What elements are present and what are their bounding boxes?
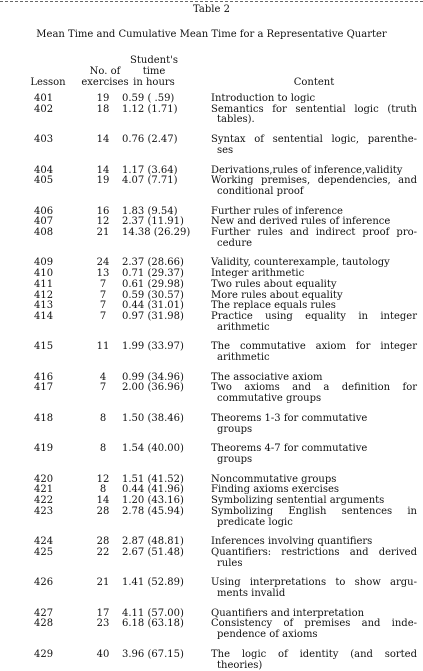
content-line: Two rules about equality <box>211 278 337 290</box>
exercises-cell: 17 <box>96 607 110 619</box>
content-line: groups <box>217 453 253 465</box>
lesson-cell: 403 <box>34 134 54 146</box>
exercises-cell: 14 <box>96 495 110 507</box>
exercises-cell: 21 <box>96 577 110 589</box>
exercises-cell: 13 <box>96 268 110 280</box>
table-row <box>0 342 423 363</box>
content-line: Practice using equality in integer <box>211 310 417 322</box>
content-line: groups <box>217 423 253 435</box>
content-line: Symbolizing English sentences in <box>211 505 417 517</box>
header-lesson-label: Lesson <box>30 77 66 88</box>
lesson-cell: 420 <box>34 473 54 485</box>
table-row <box>0 135 423 156</box>
content-line: Consistency of premises and inde- <box>211 618 417 630</box>
content-cell <box>211 609 417 620</box>
time-cell: 2.37 (11.91) <box>122 216 184 228</box>
exercises-cell: 7 <box>99 300 107 312</box>
exercises-cell: 40 <box>96 648 110 660</box>
time-cell: 1.12 (1.71) <box>122 103 178 115</box>
lesson-cell: 410 <box>34 268 54 280</box>
lesson-cell: 406 <box>34 205 54 217</box>
table-caption: Mean Time and Cumulative Mean Time for a Representative Quarter <box>36 29 387 40</box>
content-line: tables). <box>217 114 255 126</box>
content-cell <box>211 444 417 465</box>
content-cell <box>211 312 417 333</box>
content-line: Further rules of inference <box>211 205 343 217</box>
exercises-cell: 12 <box>96 216 110 228</box>
lesson-cell: 402 <box>34 103 54 115</box>
time-cell: 4.11 (57.00) <box>122 607 184 619</box>
table-row <box>0 548 423 569</box>
content-line: rules <box>217 557 243 569</box>
table-row <box>0 383 423 404</box>
table-row <box>0 609 423 620</box>
exercises-cell: 8 <box>99 443 107 455</box>
table-row <box>0 312 423 333</box>
content-line: Using interpretations to show argu- <box>211 577 417 589</box>
lesson-cell: 414 <box>34 310 54 322</box>
table-row <box>0 619 423 640</box>
content-cell <box>211 280 417 291</box>
content-line: The associative axiom <box>211 371 323 383</box>
content-cell <box>211 548 417 569</box>
content-line: predicate logic <box>217 516 293 528</box>
header-lesson <box>28 77 68 88</box>
content-line: Inferences involving quantifiers <box>211 536 373 548</box>
exercises-cell: 7 <box>99 310 107 322</box>
table-row <box>0 176 423 197</box>
content-cell <box>211 619 417 640</box>
table-row <box>0 444 423 465</box>
lesson-cell: 423 <box>34 505 54 517</box>
lesson-cell: 415 <box>34 341 54 353</box>
top-rule <box>0 1 423 2</box>
lesson-cell: 424 <box>34 536 54 548</box>
content-cell <box>211 650 417 671</box>
content-line: Validity, counterexample, tautology <box>211 257 390 269</box>
table-body <box>0 94 423 671</box>
content-line: Noncommutative groups <box>211 473 337 485</box>
time-cell: 0.99 (34.96) <box>122 371 184 383</box>
time-cell: 1.51 (41.52) <box>122 473 184 485</box>
exercises-cell: 7 <box>99 289 107 301</box>
header-exercises <box>80 66 130 88</box>
content-cell <box>211 507 417 528</box>
lesson-cell: 421 <box>34 484 54 496</box>
time-cell: 4.07 (7.71) <box>122 175 178 187</box>
content-line: The logic of identity (and sorted <box>211 648 417 660</box>
time-cell: 3.96 (67.15) <box>122 648 184 660</box>
time-cell: 14.38 (26.29) <box>122 227 191 239</box>
time-cell: 1.83 (9.54) <box>122 205 178 217</box>
lesson-cell: 408 <box>34 227 54 239</box>
content-line: Theorems 1-3 for commutative <box>211 412 368 424</box>
lesson-cell: 407 <box>34 216 54 228</box>
content-line: ments invalid <box>217 588 286 600</box>
time-cell: 0.59 (30.57) <box>122 289 184 301</box>
exercises-cell: 4 <box>99 371 107 383</box>
time-cell: 6.18 (63.18) <box>122 618 184 630</box>
content-cell <box>211 342 417 363</box>
lesson-cell: 428 <box>34 618 54 630</box>
exercises-cell: 7 <box>99 278 107 290</box>
content-line: conditional proof <box>217 185 304 197</box>
time-cell: 0.97 (31.98) <box>122 310 184 322</box>
time-cell: 1.50 (38.46) <box>122 412 184 424</box>
exercises-cell: 21 <box>96 227 110 239</box>
header-content-label: Content <box>293 77 335 88</box>
header-content <box>211 77 417 88</box>
header-exercises-line-2: exercises <box>81 77 129 88</box>
exercises-cell: 16 <box>96 205 110 217</box>
content-line: Semantics for sentential logic (truth <box>211 103 417 115</box>
time-cell: 2.87 (48.81) <box>122 536 184 548</box>
exercises-cell: 28 <box>96 505 110 517</box>
lesson-cell: 426 <box>34 577 54 589</box>
time-cell: 2.78 (45.94) <box>122 505 184 517</box>
time-cell: 1.99 (33.97) <box>122 341 184 353</box>
time-cell: 1.54 (40.00) <box>122 443 184 455</box>
content-line: More rules about equality <box>211 289 343 301</box>
content-line: arithmetic <box>217 321 270 333</box>
table-label: Table 2 <box>193 4 230 15</box>
table-row <box>0 105 423 126</box>
header-exercises-line-1: No. of <box>89 66 121 77</box>
lesson-cell: 419 <box>34 443 54 455</box>
content-line: Finding axioms exercises <box>211 484 340 496</box>
time-cell: 2.67 (51.48) <box>122 546 184 558</box>
exercises-cell: 8 <box>99 484 107 496</box>
time-cell: 0.59 ( .59) <box>122 93 175 104</box>
lesson-cell: 404 <box>34 164 54 176</box>
content-line: Syntax of sentential logic, parenthe- <box>211 134 417 146</box>
content-cell <box>211 228 417 249</box>
content-cell <box>211 383 417 404</box>
lesson-cell: 405 <box>34 175 54 187</box>
header-time-line-1: Student's <box>130 55 178 66</box>
exercises-cell: 14 <box>96 164 110 176</box>
lesson-cell: 429 <box>34 648 54 660</box>
lesson-cell: 413 <box>34 300 54 312</box>
content-cell <box>211 105 417 126</box>
exercises-cell: 19 <box>96 93 110 104</box>
content-line: Derivations,rules of inference,validity <box>211 164 403 176</box>
content-line: The replace equals rules <box>211 300 336 312</box>
content-line: New and derived rules of inference <box>211 216 391 228</box>
content-cell <box>211 135 417 156</box>
content-line: Theorems 4-7 for commutative <box>211 443 368 455</box>
exercises-cell: 8 <box>99 412 107 424</box>
content-line: ses <box>217 144 234 156</box>
time-cell: 1.41 (52.89) <box>122 577 184 589</box>
exercises-cell: 7 <box>99 382 107 394</box>
time-cell: 1.17 (3.64) <box>122 164 178 176</box>
content-line: Two axioms and a definition for <box>211 382 417 394</box>
content-line: Quantifiers and interpretation <box>211 607 365 619</box>
content-line: Further rules and indirect proof pro- <box>211 227 417 239</box>
lesson-cell: 409 <box>34 257 54 269</box>
time-cell: 0.61 (29.98) <box>122 278 184 290</box>
time-cell: 0.76 (2.47) <box>122 134 178 146</box>
time-cell: 0.71 (29.37) <box>122 268 184 280</box>
time-cell: 2.00 (36.96) <box>122 382 184 394</box>
exercises-cell: 18 <box>96 103 110 115</box>
content-line: Working premises, dependencies, and <box>211 175 417 187</box>
content-line: Symbolizing sentential arguments <box>211 495 385 507</box>
exercises-cell: 19 <box>96 175 110 187</box>
exercises-cell: 24 <box>96 257 110 269</box>
content-line: The commutative axiom for integer <box>211 341 417 353</box>
content-line: cedure <box>217 237 253 249</box>
content-line: Quantifiers: restrictions and derived <box>211 546 417 558</box>
time-cell: 1.20 (43.16) <box>122 495 184 507</box>
header-time-line-2: time <box>142 66 166 77</box>
table-row <box>0 414 423 435</box>
table-row <box>0 228 423 249</box>
exercises-cell: 22 <box>96 546 110 558</box>
content-line: theories) <box>217 659 263 671</box>
lesson-cell: 416 <box>34 371 54 383</box>
lesson-cell: 427 <box>34 607 54 619</box>
table-row <box>0 650 423 671</box>
lesson-cell: 401 <box>34 93 54 104</box>
content-line: pendence of axioms <box>217 629 318 641</box>
content-line: Introduction to logic <box>211 93 316 104</box>
content-line: commutative groups <box>217 393 322 405</box>
lesson-cell: 422 <box>34 495 54 507</box>
content-line: Integer arithmetic <box>211 268 305 280</box>
exercises-cell: 23 <box>96 618 110 630</box>
lesson-cell: 418 <box>34 412 54 424</box>
content-cell <box>211 176 417 197</box>
header-time-line-3: in hours <box>133 77 175 88</box>
exercises-cell: 28 <box>96 536 110 548</box>
header-time <box>124 55 184 88</box>
exercises-cell: 12 <box>96 473 110 485</box>
time-cell: 2.37 (28.66) <box>122 257 184 269</box>
time-cell: 0.44 (31.01) <box>122 300 184 312</box>
exercises-cell: 11 <box>96 341 110 353</box>
lesson-cell: 412 <box>34 289 54 301</box>
table-row <box>0 507 423 528</box>
time-cell: 0.44 (41.96) <box>122 484 184 496</box>
table-row <box>0 280 423 291</box>
lesson-cell: 411 <box>34 278 54 290</box>
lesson-cell: 417 <box>34 382 54 394</box>
lesson-cell: 425 <box>34 546 54 558</box>
content-line: arithmetic <box>217 352 270 364</box>
content-cell <box>211 414 417 435</box>
exercises-cell: 14 <box>96 134 110 146</box>
